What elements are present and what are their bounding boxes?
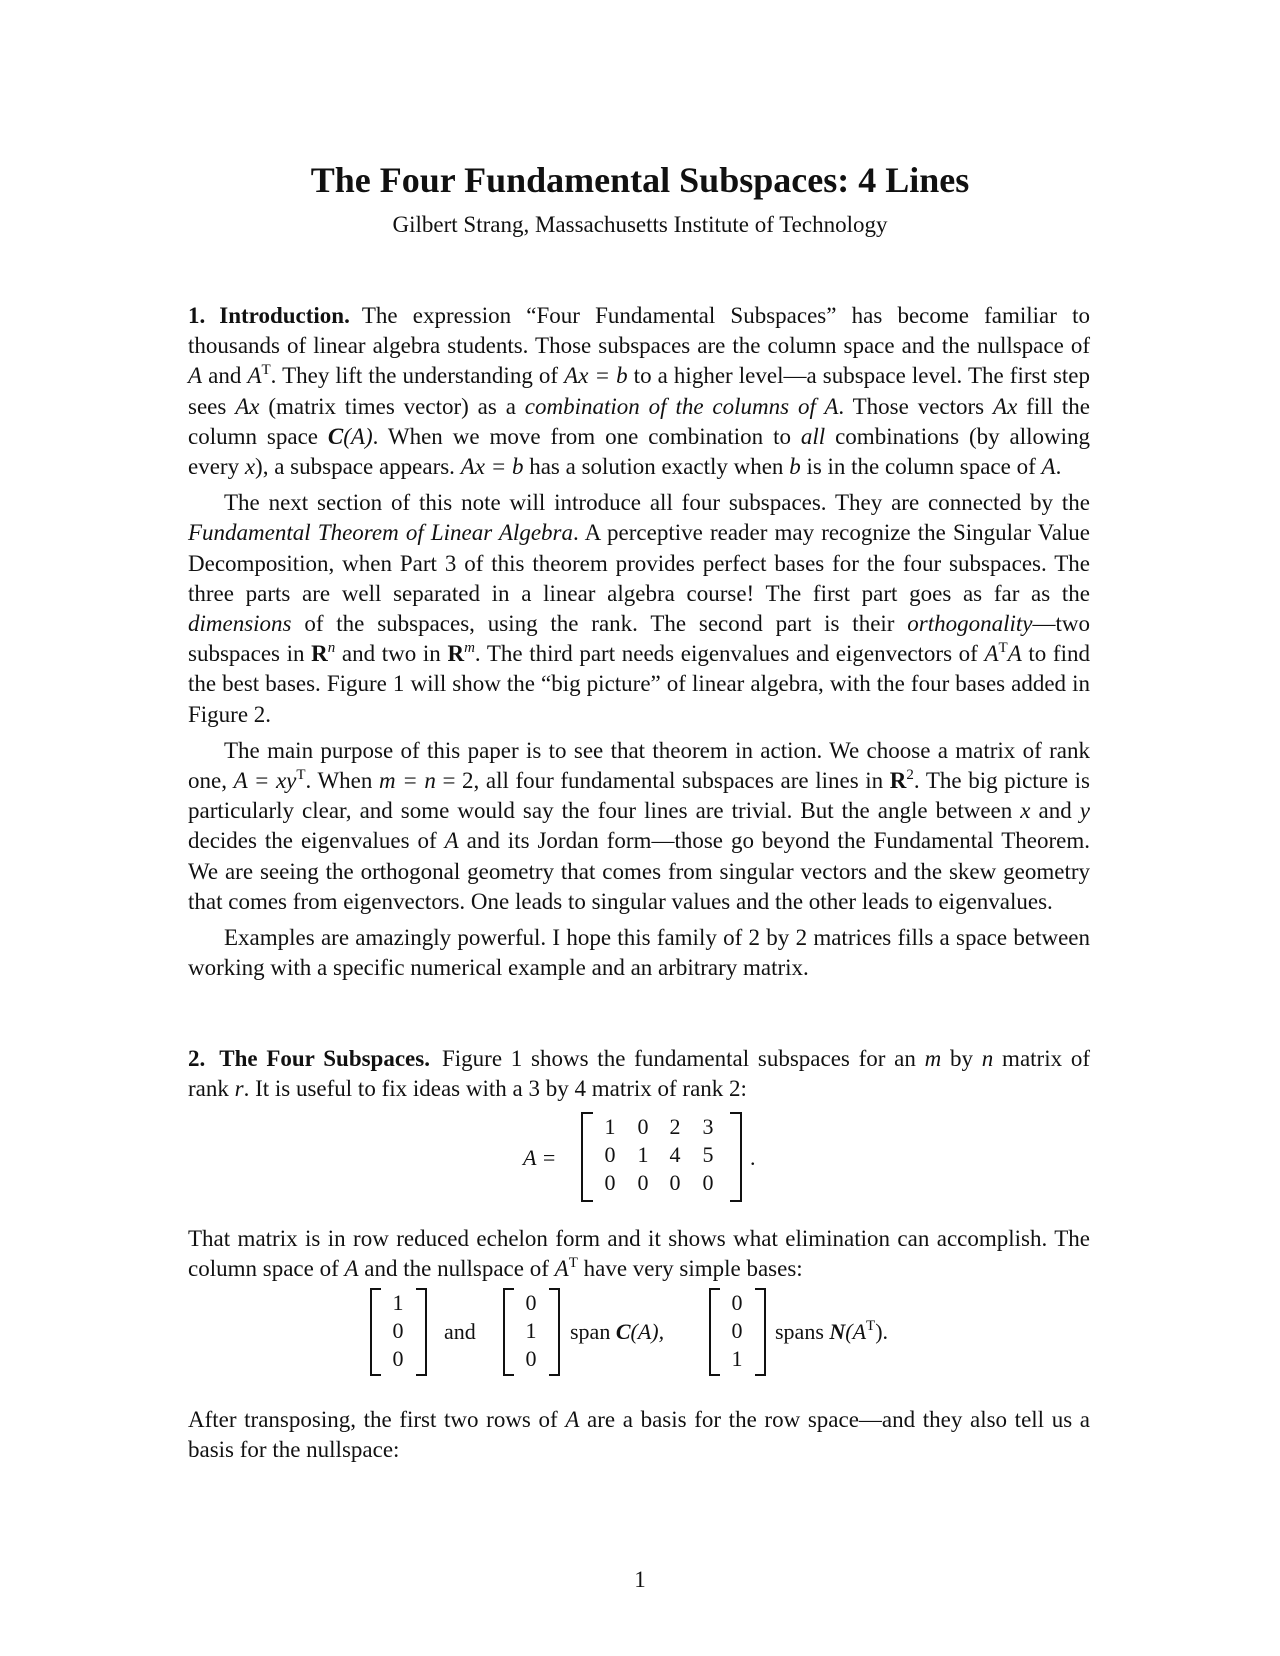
subspaces-paragraph-1: 2. The Four Subspaces. Figure 1 shows the fundamental subspaces for an m by n matrix of rank r. It is useful to fix ideas with a 3 by 4 matrix of rank 2: <box>188 1046 1091 1102</box>
subspaces-paragraph-2-block <box>188 1224 1090 1290</box>
right-bracket <box>416 1288 427 1376</box>
right-bracket <box>730 1112 742 1202</box>
section-number: 1. <box>188 303 206 328</box>
left-bracket <box>370 1288 381 1376</box>
matrix-cell: 0 <box>637 1170 649 1195</box>
intro-paragraph-1: 1. Introduction. The expression “Four Fundamental Subspaces” has become familiar to thousands of linear algebra students. Those subspaces are the column space and the nullspace of A and $A^T$. They lift the understanding of Ax = b to a higher level—a subspace level. The first step sees Ax (matrix times vector) as a combination of the columns of A. Those vectors Ax fill the column space C(A). When we move from one combination to all combinations (by allowing every x), a subspace appears. Ax = b has a solution exactly when b is in the column space of A. <box>188 303 1091 480</box>
matrix-cell: 0 <box>637 1114 649 1139</box>
vector-entry: 0 <box>392 1318 404 1343</box>
paper-title: The Four Fundamental Subspaces: 4 Lines <box>310 160 970 200</box>
vector-entry: 1 <box>731 1346 743 1371</box>
right-bracket <box>755 1288 766 1376</box>
page-number: 1 <box>634 1567 646 1592</box>
matrix-cell: 1 <box>604 1114 616 1139</box>
matrix-cell: 0 <box>702 1170 714 1195</box>
subspaces-paragraph-3: After transposing, the first two rows of A are a basis for the row space—and they also tell us a basis for the nullspace: <box>188 1407 1090 1463</box>
vector-entry: 1 <box>525 1318 537 1343</box>
matrix-cell: 3 <box>702 1114 714 1139</box>
basis-vectors-display <box>0 1286 1280 1376</box>
paper-author: Gilbert Strang, Massachusetts Institute of Technology <box>392 212 888 237</box>
section-heading: The Four Subspaces. <box>219 1046 430 1071</box>
intro-paragraph-4: Examples are amazingly powerful. I hope this family of 2 by 2 matrices fills a space between working with a specific numerical example and an arbitrary matrix. <box>188 925 1090 981</box>
intro-paragraph-3: The main purpose of this paper is to see that theorem in action. We choose a matrix of rank one, $A = xy^T$. When m = n = 2, all four fundamental subspaces are lines in $R^2$. The big picture is particularly clear, and some would say the four lines are trivial. But the angle between x and y decides the eigenvalues of A and its Jordan form—those go beyond the Fundamental Theorem. We are seeing the orthogonal geometry that comes from singular vectors and the skew geometry that comes from eigenvectors. One leads to singular values and the other leads to eigenvalues. <box>188 737 1090 914</box>
subspaces-paragraph-2: That matrix is in row reduced echelon form and it shows what elimination can accomplish. The column space of A and the nullspace of $A^T$ have very simple bases: <box>188 1226 1090 1282</box>
matrix-cell: 1 <box>637 1142 649 1167</box>
left-bracket <box>581 1112 593 1202</box>
vector-entry: 0 <box>392 1346 404 1371</box>
matrix-cell: 2 <box>669 1114 681 1139</box>
subspaces-paragraph-3-block <box>188 1405 1090 1471</box>
section-four-subspaces <box>188 1044 1090 1110</box>
matrix-label: A = <box>523 1145 557 1170</box>
vector-entry: 0 <box>731 1290 743 1315</box>
and-label: and <box>444 1319 476 1344</box>
matrix-cell: 0 <box>669 1170 681 1195</box>
section-heading: Introduction. <box>219 303 350 328</box>
left-bracket <box>503 1288 514 1376</box>
vector-entry: 0 <box>731 1318 743 1343</box>
matrix-a-display <box>0 1112 1280 1202</box>
matrix-period: . <box>750 1145 756 1170</box>
intro-paragraph-2: The next section of this note will introduce all four subspaces. They are connected by the Fundamental Theorem of Linear Algebra. A perceptive reader may recognize the Singular Value Decomposition, when Part 3 of this theorem provides perfect bases for the four subspaces. The three parts are well separated in a linear algebra course! The first part goes as far as the dimensions of the subspaces, using the rank. The second part is their orthogonality—two subspaces in $R^n$ and two in $R^m$. The third part needs eigenvalues and eigenvectors of $A^TA$ to find the best bases. Figure 1 will show the “big picture” of linear algebra, with the four bases added in Figure 2. <box>188 490 1090 727</box>
matrix-cell: 0 <box>604 1142 616 1167</box>
section-introduction <box>188 301 1090 989</box>
section-number: 2. <box>188 1046 206 1071</box>
span-column-space-label: span C(A), <box>570 1319 665 1344</box>
matrix-cell: 5 <box>702 1142 714 1167</box>
right-bracket <box>549 1288 560 1376</box>
vector-entry: 0 <box>525 1290 537 1315</box>
vector-entry: 1 <box>392 1290 404 1315</box>
vector-entry: 0 <box>525 1346 537 1371</box>
matrix-cell: 0 <box>604 1170 616 1195</box>
matrix-cell: 4 <box>669 1142 681 1167</box>
left-bracket <box>709 1288 720 1376</box>
spans-left-nullspace-label: spans $N(A^T)$. <box>775 1318 889 1344</box>
